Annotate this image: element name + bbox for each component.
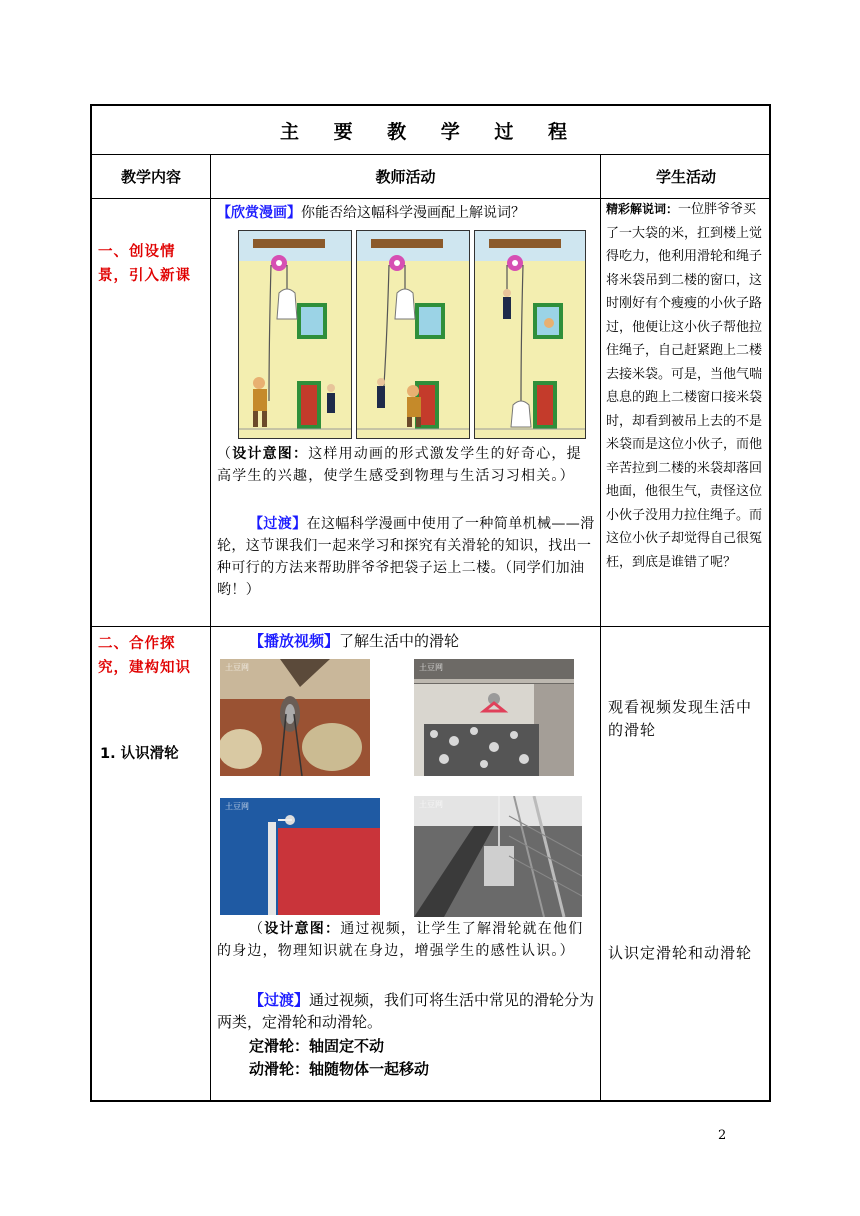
design-intent-text: 这样用动画的形式激发学生的好奇心，提高学生的兴趣，使学生感受到物理与生活习习相关。） [217,446,582,484]
transition-tag: 【过渡】 [249,516,307,532]
movable-pulley-definition: 动滑轮：轴随物体一起移动 [249,1060,430,1078]
video-still-clothes-hanger [414,659,574,776]
header-teacher-activity: 教师活动 [211,154,600,199]
comic-panel-2 [356,230,470,439]
table-title: 主 要 教 学 过 程 [92,106,769,155]
video-still-flagpole [220,798,380,915]
transition-tag: 【过渡】 [249,991,310,1009]
transition-2 [217,989,595,1033]
appreciate-comic-text: 你能否给这幅科学漫画配上解说词？ [301,205,525,221]
commentary-label: 精彩解说词： [606,202,679,216]
open-paren: （ [249,921,265,937]
appreciate-comic-tag: 【欣赏漫画】 [217,205,301,221]
column-divider [600,154,601,1100]
design-intent-1 [217,443,595,487]
play-video-tag: 【播放视频】 [249,632,340,650]
design-intent-label: 设计意图： [264,921,341,937]
header-student-activity: 学生活动 [601,154,771,199]
commentary-text: 一位胖爷爷买了一大袋的米，扛到楼上觉得吃力，他利用滑轮和绳子将米袋吊到二楼的窗口，这时刚好有个瘦瘦的小伙子路过，他便让这小伙子帮他拉住绳子，自己赶紧跑上二楼去接米袋。可是，当他气喘息息的跑上二楼窗口接米袋时，却看到被吊上去的不是米袋而是这位小伙子，而他辛苦拉到二楼的米袋却落回地面，他很生气，责怪这位小伙子没用力拉住绳子。而这位小伙子却觉得自己很冤枉，到底是谁错了呢？ [606,202,763,570]
section-1-title: 一、创设情景，引入新课 [98,244,191,284]
open-paren: （ [217,446,233,462]
play-video-text: 了解生活中的滑轮 [339,632,460,650]
transition-1 [217,513,595,601]
subsection-know-pulley: 1. 认识滑轮 [100,746,179,762]
transition-text: 通过视频，我们可将生活中常见的滑轮分为两类，定滑轮和动滑轮。 [217,991,595,1031]
page-number: 2 [718,1128,727,1143]
header-content: 教学内容 [92,154,210,199]
row-divider [92,626,769,627]
video-watermark: 土豆网 [225,663,249,672]
play-video-line [217,630,595,652]
comic-panel-3 [474,230,586,439]
design-intent-text: 通过视频，让学生了解滑轮就在他们的身边，物理知识就在身边，增强学生的感性认识。） [217,921,584,959]
section-2-title: 二、合作探究，建构知识 [98,636,191,676]
student-watch-video: 观看视频发现生活中的滑轮 [608,698,753,739]
video-still-ceiling-pulley [220,659,370,776]
video-watermark: 土豆网 [419,663,443,672]
video-still-construction-pulley [414,796,582,917]
appreciate-comic-line [217,202,595,224]
student-identify-pulleys: 认识定滑轮和动滑轮 [608,944,753,962]
teaching-process-table [90,104,771,1102]
video-watermark: 土豆网 [419,800,443,809]
transition-text: 在这幅科学漫画中使用了一种简单机械——滑轮，这节课我们一起来学习和探究有关滑轮的知识，找出一种可行的方法来帮助胖爷爷把袋子运上二楼。（同学们加油哟！） [217,516,595,598]
video-watermark: 土豆网 [225,802,249,811]
design-intent-2 [217,918,595,962]
fixed-pulley-definition: 定滑轮：轴固定不动 [249,1037,385,1055]
design-intent-label: 设计意图： [232,446,309,462]
student-commentary [606,198,766,574]
comic-panel-1 [238,230,352,439]
column-divider [210,154,211,1100]
